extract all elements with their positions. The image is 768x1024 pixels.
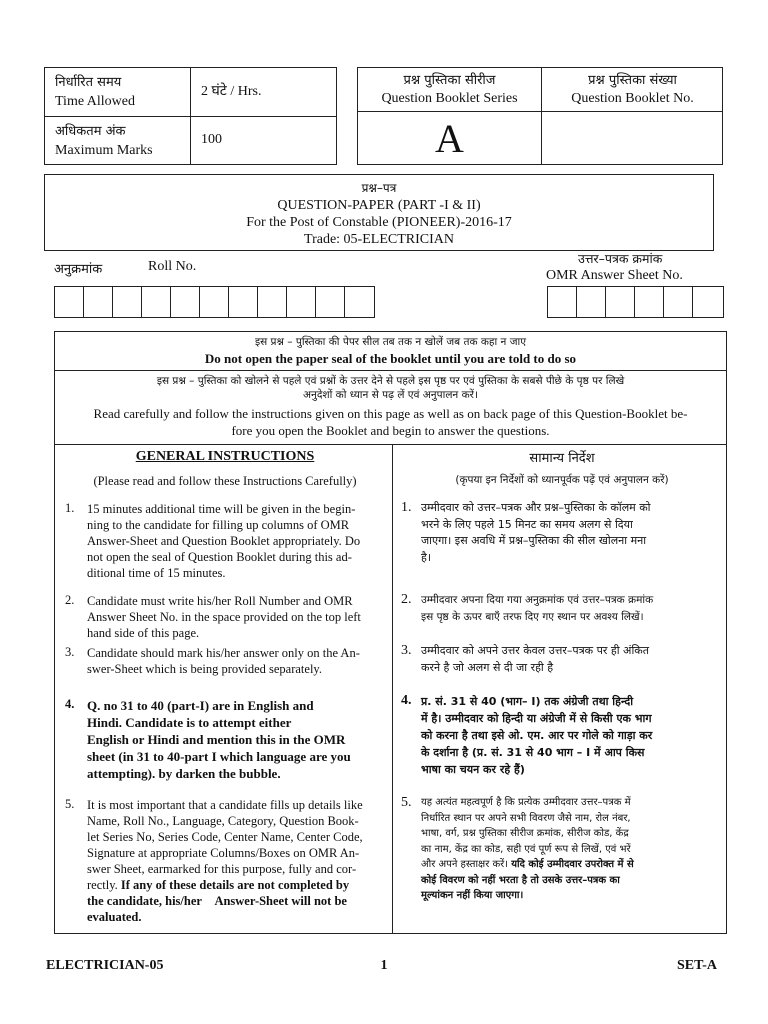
seal-notice-hindi: इस प्रश्न – पुस्तिका की पेपर सील तब तक न खोलें जब तक कहा न जाए	[254, 336, 527, 348]
booklet-info-box	[357, 67, 723, 165]
omr-number-label: OMR Answer Sheet No.	[546, 268, 683, 283]
roll-number-label: Roll No.	[148, 259, 197, 274]
question-booklet-number-label: प्रश्न पुस्तिका संख्या Question Booklet No.	[571, 73, 694, 106]
question-booklet-series-label: प्रश्न पुस्तिका सीरीज Question Booklet Series	[381, 73, 518, 106]
time-allowed-label: निर्धारित समय Time Allowed	[55, 75, 135, 109]
footer-set-code: SET-A	[677, 958, 717, 973]
hindi-instructions-subheading: (कृपया इन निर्देशों को ध्यानपूर्वक पढ़ें एवं अनुपालन करें)	[455, 474, 669, 486]
read-notice-hindi: इस प्रश्न – पुस्तिका को खोलने से पहले एवं प्रश्नों के उत्तर देने से पहले इस पृष्ठ पर एवं पुस्तिका के सबसे पीछे के पृष्ठ पर लिखे अनुदेशों को ध्यान से पढ़ लें एवं अनुपालन करें।	[156, 375, 625, 401]
hindi-instructions-heading: सामान्य निर्देश	[529, 451, 595, 466]
title-line-3: Trade: 05-ELECTRICIAN	[304, 232, 454, 247]
page-number: 1	[380, 958, 388, 973]
title-line-2: For the Post of Constable (PIONEER)-2016-17	[246, 215, 512, 230]
time-allowed-value: 2 घंटे / Hrs.	[201, 84, 262, 99]
general-instructions-subheading: (Please read and follow these Instructions Carefully)	[93, 474, 357, 488]
footer-trade-code: ELECTRICIAN-05	[46, 958, 164, 973]
read-notice: Read carefully and follow the instructions given on this page as well as on back page of this Question-Booklet be- fore you open the Booklet and begin to answer the questions.	[93, 406, 688, 438]
title-line-1: QUESTION-PAPER (PART -I & II)	[277, 198, 481, 213]
title-hindi: प्रश्न–पत्र	[361, 181, 397, 195]
booklet-series-value: A	[435, 116, 464, 161]
omr-number-label-hindi: उत्तर–पत्रक क्रमांक	[578, 251, 663, 266]
maximum-marks-label: अधिकतम अंक Maximum Marks	[55, 124, 153, 158]
seal-notice: Do not open the paper seal of the booklet until you are told to do so	[204, 351, 577, 366]
general-instructions-heading: GENERAL INSTRUCTIONS	[135, 449, 315, 464]
omr-number-boxes[interactable]	[547, 286, 724, 318]
roll-number-boxes[interactable]	[54, 286, 375, 318]
maximum-marks-value: 100	[201, 132, 222, 147]
booklet-number-field[interactable]	[542, 112, 723, 165]
exam-info-box	[44, 67, 337, 165]
question-paper-title-box	[44, 174, 714, 251]
roll-number-label-hindi: अनुक्रमांक	[54, 262, 103, 277]
